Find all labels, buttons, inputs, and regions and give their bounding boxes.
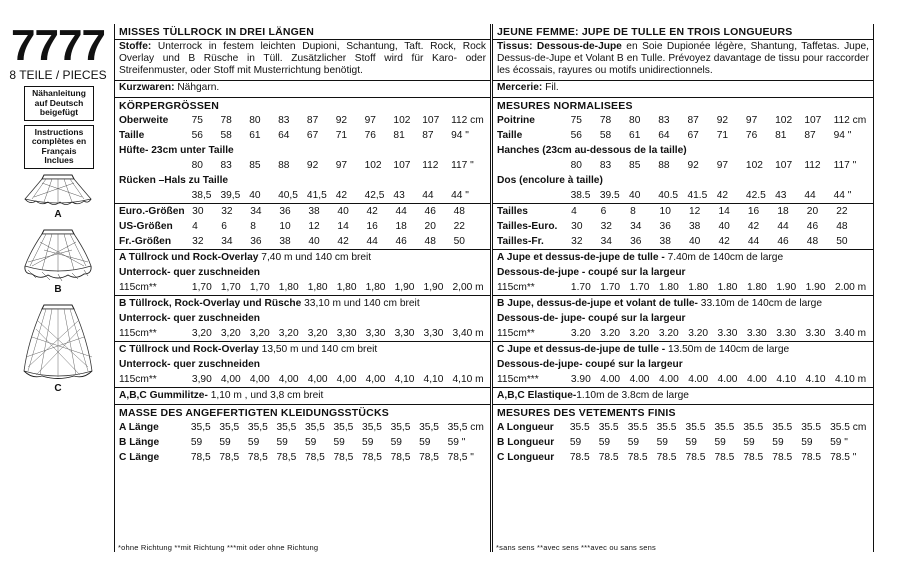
table-row: Dessous-de- jupe- coupé sur la largeur — [497, 312, 686, 324]
table-row: Oberweite 75 78 80 83 87 92 97 102 107 112 cm — [119, 114, 484, 126]
table-row: Dessous-de-jupe- coupé sur la largeur — [497, 358, 683, 370]
table-row: 38,5 39,5 40 40,5 41,5 42 42,5 43 44 44 " — [191, 189, 469, 201]
de-sizes — [115, 204, 490, 250]
table-row: 115cm** 1,70 1,70 1,70 1,80 1,80 1,80 1,80 1,90 1,90 2,00 m — [119, 281, 484, 293]
table-row: C Jupe et dessus-de-jupe de tulle - 13.50m de 140cm de large — [497, 343, 790, 355]
fr-elastic-text: A,B,C Elastique-1.10m de 3.8cm de large — [497, 390, 689, 401]
de-fabrics-text: Stoffe: Unterrock in festem leichten Dupioni, Schantung, Taft. Rock, Rock Overlay und B Rüsche in Tüll. Zusätzlicher Stoff wird für Karo- oder Streifenmuster, oder Stoff mit Musterrichtung benötigt. — [119, 41, 486, 76]
fr-title: JEUNE FEMME: JUPE DE TULLE EN TROIS LONGUEURS — [497, 26, 793, 38]
view-label-b: B — [54, 283, 62, 295]
fr-view-a-yardage — [493, 250, 873, 296]
de-fabrics-section — [115, 40, 490, 81]
fr-title-section — [493, 24, 873, 40]
view-label-c: C — [54, 382, 62, 394]
fr-notions-text: Mercerie: Fil. — [497, 82, 559, 93]
table-row: Unterrock- quer zuschneiden — [119, 312, 260, 324]
table-row: Rücken –Hals zu Taille — [119, 174, 229, 186]
table-row: 115cm*** 3.90 4.00 4.00 4.00 4.00 4.00 4.00 4.10 4.10 4.10 m — [497, 373, 867, 385]
table-row: Dos (encolure à taille) — [497, 174, 603, 186]
fr-fabrics-section — [493, 40, 873, 81]
fr-sizes — [493, 204, 873, 250]
table-row: A Longueur 35.5 35.5 35.5 35.5 35.5 35.5 35.5 35.5 35.5 35.5 cm — [497, 421, 867, 433]
table-row: C Longueur 78.5 78.5 78.5 78.5 78.5 78.5 78.5 78.5 78.5 78.5 " — [497, 451, 857, 463]
fr-footnote: *sans sens **avec sens ***avec ou sans sens — [496, 543, 656, 552]
table-row: Dessous-de-jupe - coupé sur la largeur — [497, 266, 686, 278]
french-column — [492, 24, 874, 552]
de-view-b-yardage — [115, 296, 490, 342]
table-row: Tailles 4 6 8 10 12 14 16 18 20 22 — [497, 205, 848, 217]
fr-finished-measurements — [493, 405, 873, 465]
table-row: Tailles-Euro. 30 32 34 36 38 40 42 44 46 48 — [497, 220, 848, 232]
fr-view-c-yardage — [493, 342, 873, 388]
table-row: 80 83 85 88 92 97 102 107 112 117 " — [570, 159, 857, 171]
fr-fabrics-text: Tissus: Dessous-de-Jupe en Soie Dupionée légère, Shantung, Taffetas. Jupe, Dessus-de-Jupe et Volant B en Tulle. Prévoyez davantage de tissu pour raccorder les écossais, rayures ou motifs unidirectionnels. — [497, 41, 870, 76]
table-row: Poitrine 75 78 80 83 87 92 97 102 107 112 cm — [497, 114, 867, 126]
pattern-number: 7777 — [11, 21, 105, 70]
de-view-c-yardage — [115, 342, 490, 388]
fr-elastic-section — [493, 388, 873, 405]
fr-view-b-yardage — [493, 296, 873, 342]
fr-body-title: MESURES NORMALISEES — [497, 100, 633, 112]
de-body-title: KÖRPERGRÖSSEN — [119, 100, 220, 112]
de-finished-title: MASSE DES ANGEFERTIGTEN KLEIDUNGSSTÜCKS — [119, 407, 389, 419]
de-elastic-section — [115, 388, 490, 405]
table-row: A Länge 35,5 35,5 35,5 35,5 35,5 35,5 35,5 35,5 35,5 35,5 cm — [119, 421, 484, 433]
table-row: B Longueur 59 59 59 59 59 59 59 59 59 59 " — [497, 436, 848, 448]
de-title-section — [115, 24, 490, 40]
table-row: B Tüllrock, Rock-Overlay und Rüsche 33,10 m und 140 cm breit — [119, 297, 420, 309]
skirt-b-illustration — [22, 226, 94, 284]
fr-body-measurements — [493, 98, 873, 204]
table-row: C Tüllrock und Rock-Overlay 13,50 m und 140 cm breit — [119, 343, 378, 355]
german-instructions-box: Nähanleitung auf Deutsch beigefügt — [24, 86, 94, 121]
de-view-a-yardage — [115, 250, 490, 296]
table-row: 115cm** 3.20 3.20 3.20 3.20 3.20 3.30 3.30 3.30 3.30 3.40 m — [497, 327, 866, 339]
table-row: Taille 56 58 61 64 67 71 76 81 87 94 " — [497, 129, 852, 141]
fr-finished-title: MESURES DES VETEMENTS FINIS — [497, 407, 676, 419]
de-elastic-text: A,B,C Gummilitze- 1,10 m , und 3,8 cm breit — [119, 390, 324, 401]
table-row: A Tüllrock und Rock-Overlay 7,40 m und 140 cm breit — [119, 251, 372, 263]
table-row: Taille 56 58 61 64 67 71 76 81 87 94 " — [119, 129, 469, 141]
table-row: 115cm** 3,90 4,00 4,00 4,00 4,00 4,00 4,00 4,10 4,10 4,10 m — [119, 373, 484, 385]
table-row: Fr.-Größen 32 34 36 38 40 42 44 46 48 50 — [119, 235, 465, 247]
skirt-c-illustration — [22, 301, 94, 383]
table-row: B Länge 59 59 59 59 59 59 59 59 59 59 " — [119, 436, 466, 448]
table-row: 38.5 39.5 40 40.5 41.5 42 42.5 43 44 44 " — [570, 189, 852, 201]
table-row: 80 83 85 88 92 97 102 107 112 117 " — [191, 159, 474, 171]
table-row: Tailles-Fr. 32 34 36 38 40 42 44 46 48 50 — [497, 235, 848, 247]
de-finished-measurements — [115, 405, 490, 465]
table-row: 115cm** 3,20 3,20 3,20 3,20 3,20 3,30 3,30 3,30 3,30 3,40 m — [119, 327, 484, 339]
de-notions-text: Kurzwaren: Nähgarn. — [119, 82, 220, 93]
view-label-a: A — [54, 208, 62, 220]
fr-notions-section — [493, 81, 873, 98]
table-row: Unterrock- quer zuschneiden — [119, 358, 260, 370]
skirt-a-illustration — [22, 169, 94, 209]
table-row: B Jupe, dessus-de-jupe et volant de tulle- 33.10m de 140cm de large — [497, 297, 822, 309]
de-notions-section — [115, 81, 490, 98]
pieces-count: 8 TEILE / PIECES — [9, 68, 107, 82]
table-row: US-Größen 4 6 8 10 12 14 16 18 20 22 — [119, 220, 465, 232]
table-row: 115cm** 1.70 1.70 1.70 1.80 1.80 1.80 1.80 1.90 1.90 2.00 m — [497, 281, 867, 293]
german-column — [114, 24, 491, 552]
table-row: A Jupe et dessus-de-jupe de tulle - 7.40m de 140cm de large — [497, 251, 784, 263]
de-body-measurements — [115, 98, 490, 204]
french-instructions-box: Instructions complètes en Français Inclues — [24, 125, 94, 169]
left-panel — [4, 21, 112, 394]
de-footnote: *ohne Richtung **mit Richtung ***mit oder ohne Richtung — [118, 543, 319, 552]
table-row: Unterrock- quer zuschneiden — [119, 266, 260, 278]
de-title: MISSES TÜLLROCK IN DREI LÄNGEN — [119, 26, 315, 38]
table-row: C Länge 78,5 78,5 78,5 78,5 78,5 78,5 78,5 78,5 78,5 78,5 " — [119, 451, 474, 463]
table-row: Hanches (23cm au-dessous de la taille) — [497, 144, 687, 156]
table-row: Hüfte- 23cm unter Taille — [119, 144, 234, 156]
table-row: Euro.-Größen 30 32 34 36 38 40 42 44 46 48 — [119, 205, 465, 217]
